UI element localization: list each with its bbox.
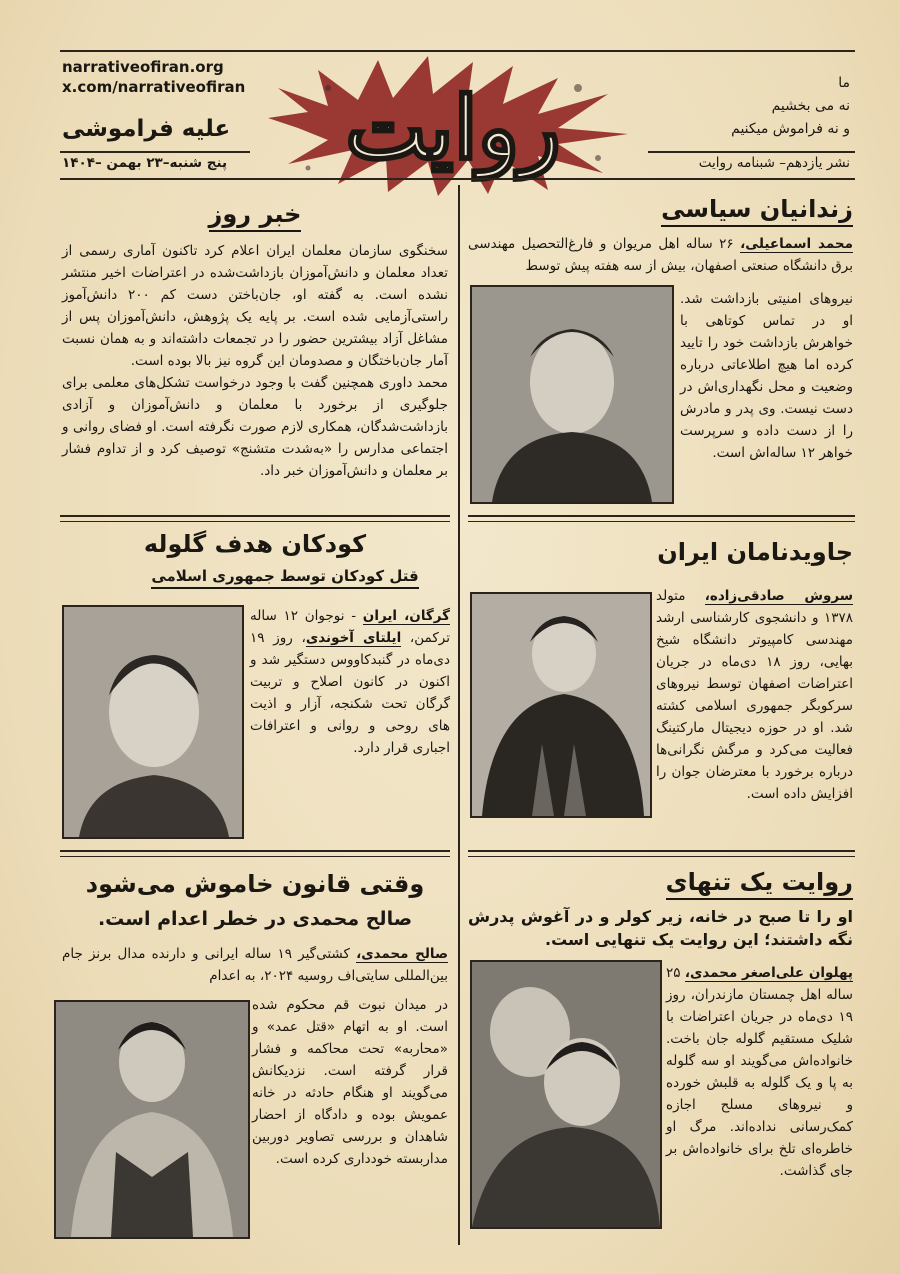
prisoner-intro-text: ۲۶ ساله اهل مریوان و فارغ‌التحصیل مهندسی برق دانشگاه صنعتی اصفهان، بیش از سه هفته پیش توسط <box>468 236 853 274</box>
child-photo <box>62 605 244 839</box>
prisoners-intro <box>468 233 853 277</box>
news-para-1: سخنگوی سازمان معلمان ایران اعلام کرد تاکنون آماری رسمی از تعداد معلمان و دانش‌آموزان بازداشت‌شده در اعتراضات اخیر منتشر نشده است. به گفته او، جان‌باختن دست کم ۲۰۰ دانش‌آموز راستی‌آزمایی شده است. بر پایه یک پژوهش، دانش‌آموزان پس از مشاغل آزاد بیشترین حضور را در تجمعات داشته‌اند و به همان نسبت آمار جان‌باختگان و مصدومان این گروه نیز بالا بوده است. <box>62 243 448 369</box>
child-body-text: ، روز ۱۹ دی‌ماه در گنبدکاووس دستگیر شد و اکنون در کانون اصلاح و تربیت گرگان تحت شکنجه، آزار و اذیت های روحی و روانی و اعترافات اجباری قرار دارد. <box>250 630 450 756</box>
lonely-name: پهلوان علی‌اصغر محمدی، <box>684 965 853 981</box>
masthead-subtitle: علیه فراموشی <box>62 116 231 142</box>
children-bottom-rule <box>60 850 450 857</box>
martyr-name: سروش صادقی‌زاده، <box>704 588 854 604</box>
logo-text: روایت <box>345 78 561 179</box>
lonely-photo <box>470 960 662 1229</box>
law-intro <box>62 943 448 987</box>
children-subtitle: قتل کودکان توسط جمهوری اسلامی <box>120 567 450 585</box>
motto-line-2: نه می بخشیم <box>771 98 850 114</box>
motto-line-3: و نه فراموش میکنیم <box>731 121 850 137</box>
subtitle-rule <box>60 151 250 153</box>
lonely-headline: او را تا صبح در خانه، زیر کولر و در آغوش پدرش نگه داشتند؛ این روایت یک تنهایی است. <box>468 907 853 949</box>
issue-date: پنج شنبه–۲۳ بهمن –۱۴۰۴ <box>62 155 228 171</box>
law-body: در میدان نبوت قم محکوم شده است. او به اتهام «قتل عمد» و «محاربه» تحت محاکمه و فشار قرار گرفته است. نزدیکانش می‌گویند او هنگام حادثه در خانه عمویش بوده و دادگاه از احضار شاهدان و بررسی تصاویر دوربین مداربسته خودداری کرده است. <box>252 997 448 1167</box>
law-name: صالح محمدی، <box>356 946 449 962</box>
children-body <box>250 605 450 759</box>
news-body <box>62 240 448 482</box>
law-intro-text: کشتی‌گیر ۱۹ ساله ایرانی و دارنده مدال برنز جام بین‌المللی سایتی‌اف روسیه ۲۰۲۴، به اعدام <box>62 946 448 984</box>
lonely-body-text: ۲۵ ساله اهل چمستان مازندران، روز ۱۹ دی‌ماه در جریان اعتراضات با شلیک مستقیم گلوله جان باخت. خانواده‌اش می‌گویند او سه گلوله به پا و یک گلوله به قلبش خورده و نیروهای مسلح اجازه کمک‌رسانی نداده‌اند. مرگ او خاطره‌ای تلخ برای خانواده‌اش بر جای گذاشت. <box>666 965 853 1179</box>
news-para-2: محمد داوری همچنین گفت با وجود درخواست تشکل‌های معلمی برای جلوگیری از برخورد با معلمان و دانش‌آموزان و آزادی بازداشت‌شدگان، همکاری لازم صورت نگرفته است. او فضای روانی و اجتماعی مدارس را «به‌شدت متشنج» توصیف کرد و از تداوم فشار بر معلمان و دانش‌آموزان خبر داد. <box>62 375 448 479</box>
law-title: وقتی قانون خاموش می‌شود <box>85 870 425 898</box>
social-url[interactable]: x.com/narrativeofiran <box>62 78 246 96</box>
children-title: کودکان هدف گلوله <box>143 530 367 558</box>
lonely-body <box>666 962 853 1182</box>
prisoner-name: محمد اسماعیلی، <box>740 236 853 252</box>
child-place: گرگان، ایران <box>362 608 450 624</box>
news-title: خبر روز <box>60 200 450 228</box>
column-divider <box>458 185 460 1245</box>
martyrs-body <box>656 585 853 805</box>
prisoners-bottom-rule <box>468 515 855 522</box>
motto-rule <box>648 151 855 153</box>
martyrs-title: جاویدنامان ایران <box>657 538 853 566</box>
prisoner-photo <box>470 285 674 504</box>
masthead-bottom-rule <box>60 178 855 180</box>
motto-line-1: ما <box>838 75 850 91</box>
lonely-title: روایت یک تنهای <box>468 868 853 896</box>
prisoners-title: زندانیان سیاسی <box>468 195 853 223</box>
issue-number: نشر یازدهم– شبنامه روایت <box>698 155 850 171</box>
martyr-photo <box>470 592 652 818</box>
law-headline: صالح محمدی در خطر اعدام است. <box>97 908 413 930</box>
martyrs-bottom-rule <box>468 850 855 857</box>
news-bottom-rule <box>60 515 450 522</box>
site-url[interactable]: narrativeofiran.org <box>62 58 224 76</box>
child-intro: - نوجوان ۱۲ ساله ترکمن، <box>250 608 450 646</box>
prisoners-body: نیروهای امنیتی بازداشت شد. او در تماس کوتاهی با خواهرش بازداشت خود را تایید کرده اما هیچ اطلاعاتی درباره وضعیت و محل نگهداری‌اش در دست نیست. وی پدر و مادرش را از دست داده و سرپرست خواهر ۱۲ ساله‌اش است. <box>680 291 853 461</box>
child-name: ایلتای آخوندی <box>305 630 402 646</box>
motto <box>650 72 850 141</box>
martyr-body-text: متولد ۱۳۷۸ و دانشجوی کارشناسی ارشد مهندسی کامپیوتر دانشگاه شیخ بهایی، روز ۱۸ دی‌ماه در جریان اعتراضات اصفهان توسط نیروهای سرکوبگر جمهوری اسلامی کشته شد. او در حوزه دیجیتال مارکتینگ فعالیت می‌کرد و مرگش نگرانی‌ها درباره برخورد با معترضان جوان را افزایش داده است. <box>656 588 853 802</box>
logo-splash-icon <box>258 48 648 198</box>
wrestler-photo <box>54 1000 250 1239</box>
